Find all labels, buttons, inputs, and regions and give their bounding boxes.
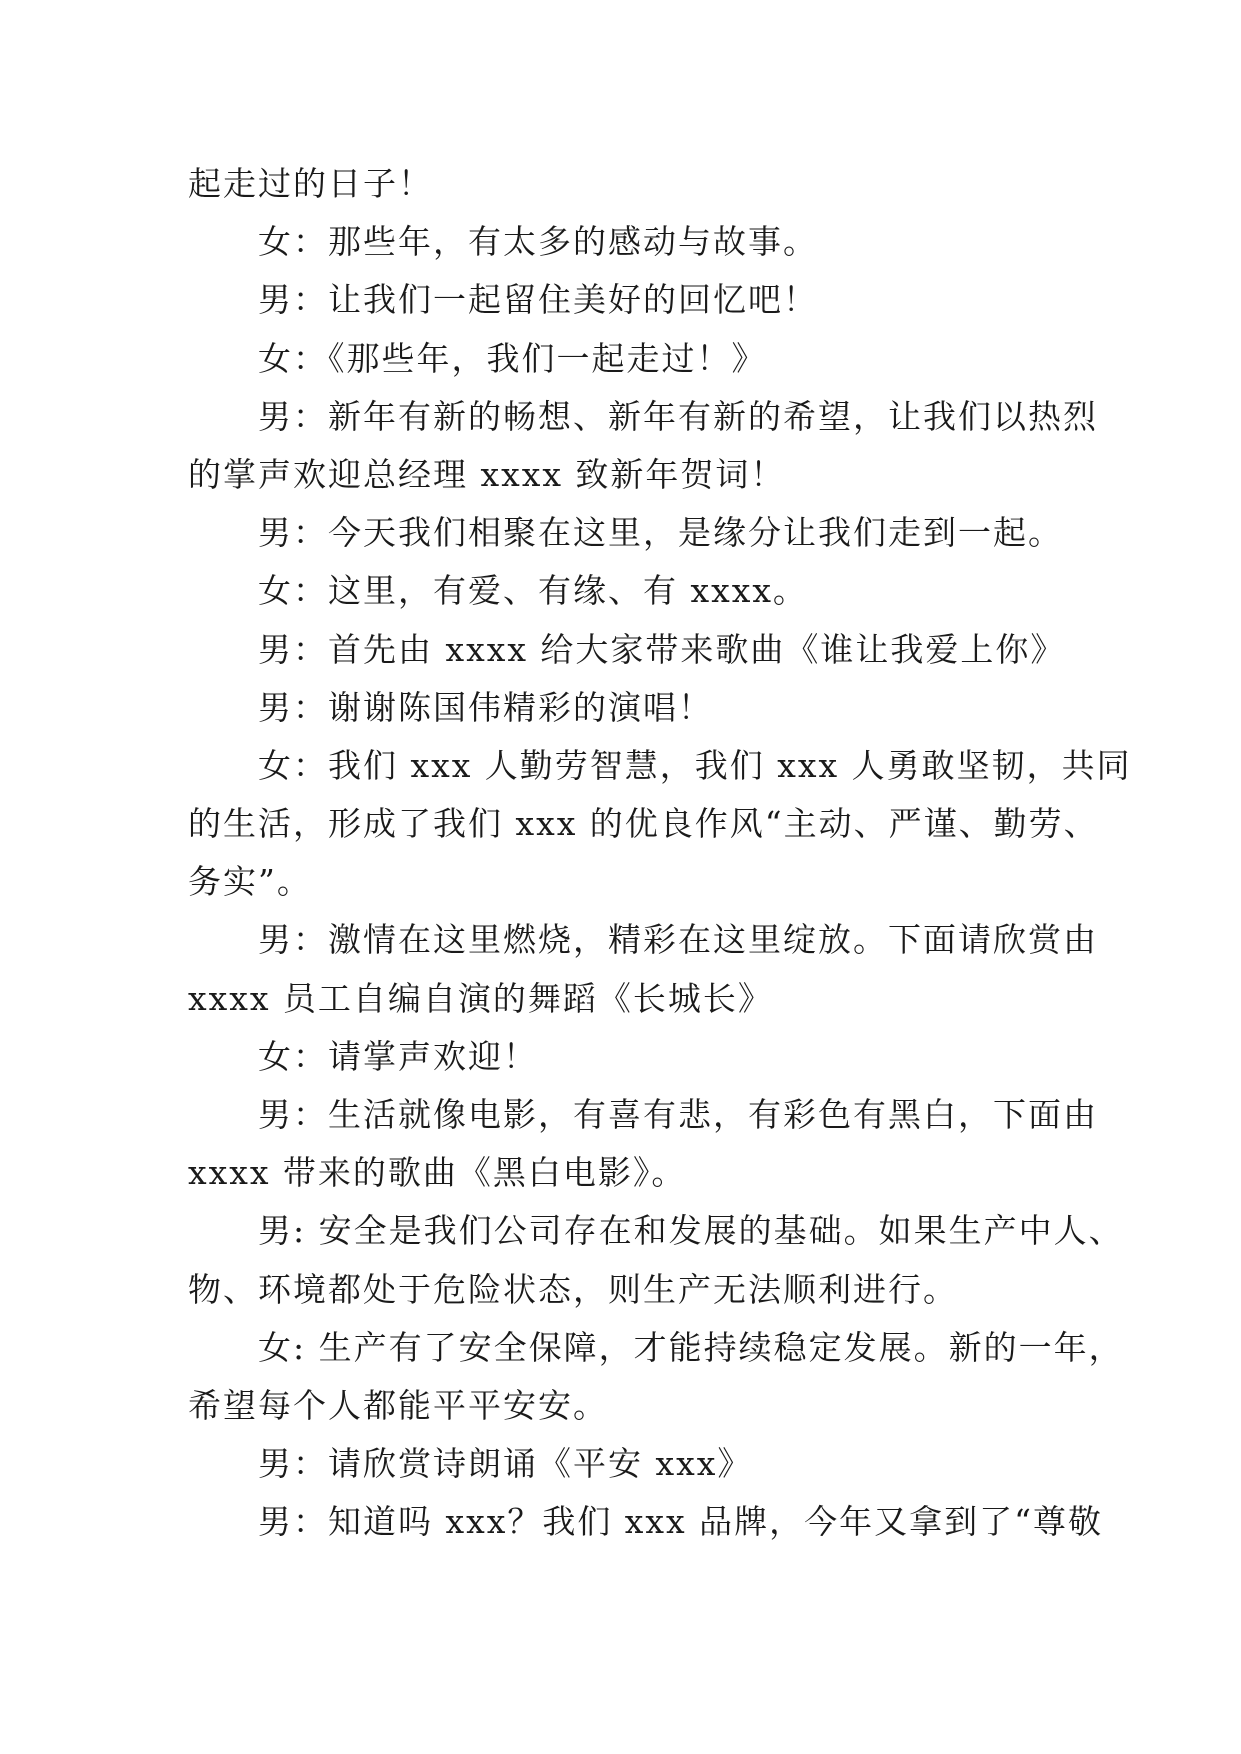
- text-line: 女: 生产有了安全保障，才能持续稳定发展。新的一年，: [258, 1327, 1124, 1367]
- text-line: 的掌声欢迎总经理 xxxx 致新年贺词！: [188, 454, 786, 494]
- text-line: 物、环境都处于危险状态，则生产无法顺利进行。: [188, 1269, 958, 1309]
- text-line: 男：让我们一起留住美好的回忆吧！: [258, 280, 818, 320]
- text-line: 男：新年有新的畅想、新年有新的希望，让我们以热烈: [258, 396, 1098, 436]
- text-line: 女：请掌声欢迎！: [258, 1036, 538, 1076]
- text-line: 男：生活就像电影，有喜有悲，有彩色有黑白，下面由: [258, 1095, 1098, 1134]
- text-line: 男: 安全是我们公司存在和发展的基础。如果生产中人、: [258, 1211, 1124, 1251]
- text-line: 女：那些年，有太多的感动与故事。: [258, 222, 818, 262]
- text-line: 男：今天我们相聚在这里，是缘分让我们走到一起。: [258, 513, 1063, 553]
- text-line: 男：谢谢陈国伟精彩的演唱！: [258, 687, 713, 727]
- text-line: 男：知道吗 xxx？我们 xxx 品牌，今年又拿到了“尊敬: [258, 1502, 1104, 1542]
- text-line: 起走过的日子！: [188, 164, 433, 203]
- text-line: xxxx 员工自编自演的舞蹈《长城长》: [188, 978, 773, 1018]
- text-line: 女：《那些年，我们一起走过！》: [258, 338, 767, 378]
- text-line: 男：激情在这里燃烧，精彩在这里绽放。下面请欣赏由: [258, 920, 1098, 960]
- text-line: 希望每个人都能平平安安。: [188, 1385, 608, 1425]
- text-line: xxxx 带来的歌曲《黑白电影》。: [188, 1153, 687, 1193]
- text-line: 女：这里，有爱、有缘、有 xxxx。: [258, 571, 808, 611]
- text-line: 务实”。: [188, 862, 312, 902]
- text-line: 的生活，形成了我们 xxx 的优良作风“主动、严谨、勤劳、: [188, 804, 1099, 844]
- script-text: [188, 155, 1132, 1552]
- text-line: 男：首先由 xxxx 给大家带来歌曲《谁让我爱上你》: [258, 629, 1066, 669]
- text-line: 女：我们 xxx 人勤劳智慧，我们 xxx 人勇敢坚韧，共同: [258, 745, 1132, 785]
- text-line: 男：请欣赏诗朗诵《平安 xxx》: [258, 1444, 753, 1484]
